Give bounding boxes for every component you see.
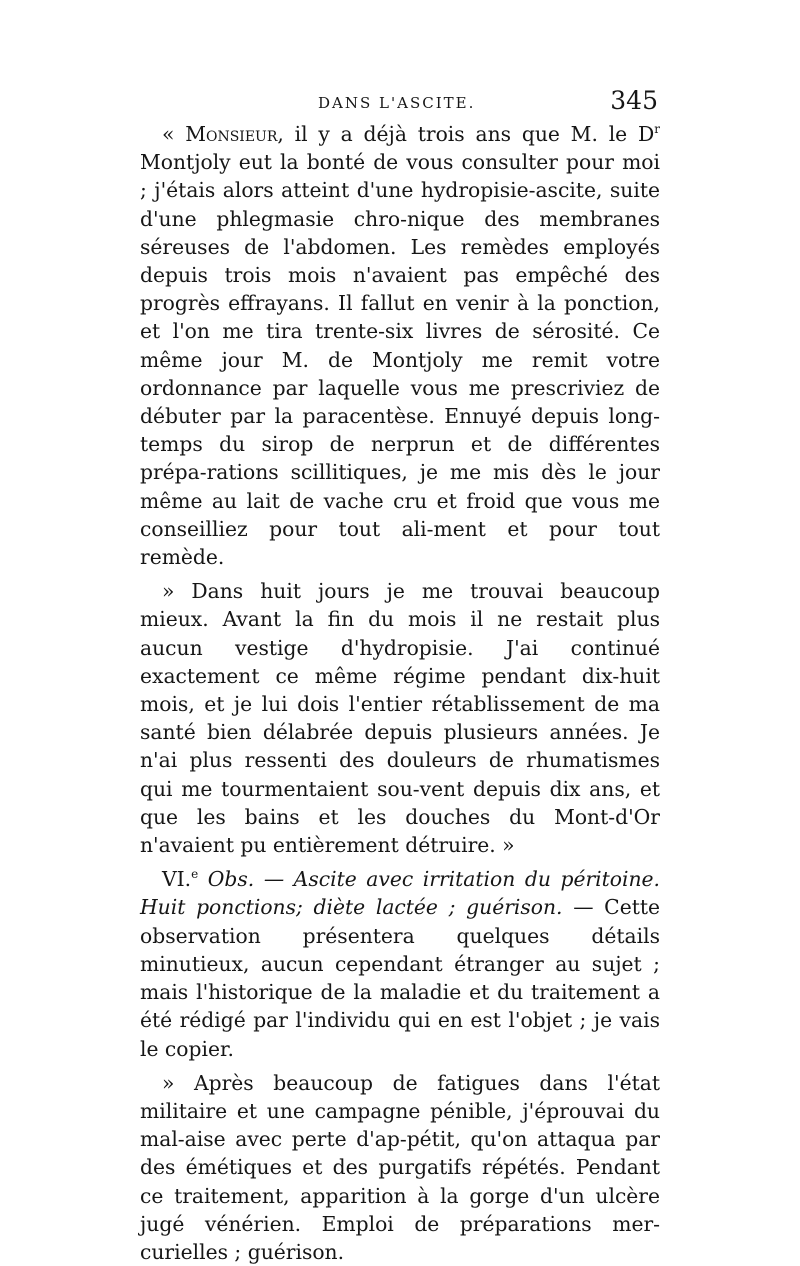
body-text	[140, 120, 660, 1266]
page-number: 345	[610, 86, 658, 115]
salutation: « Monsieur,	[162, 122, 284, 146]
paragraph-text: Montjoly eut la bonté de vous consulter pour moi ; j'étais alors atteint d'une hydropisie-ascite, suite d'une phlegmasie chro-nique des membranes séreuses de l'abdomen. Les remèdes employés depuis trois mois n'avaient pas empêché des progrès effrayans. Il fallut en venir à la ponction, et l'on me tira trente-six livres de sérosité. Ce même jour M. de Montjoly me remit votre ordonnance par laquelle vous me prescriviez de débuter par la paracentèse. Ennuyé depuis long-temps du sirop de nerprun et de différentes prépa-rations scillitiques, je me mis dès le jour même au lait de vache cru et froid que vous me conseilliez pour tout ali-ment et pour tout remède.	[140, 150, 660, 570]
running-head	[140, 86, 660, 120]
paragraph-observation-heading	[140, 865, 660, 1062]
observation-number: VI.	[162, 867, 192, 892]
running-title: DANS L'ASCITE.	[318, 94, 476, 112]
paragraph-text: il y a déjà trois ans que M. le D	[283, 122, 655, 146]
paragraph-patient-history: » Après beaucoup de fatigues dans l'état militaire et une campagne pénible, j'éprouvai du mal-aise avec perte d'ap-pétit, qu'on attaqua par des émétiques et des purgatifs répétés. Pendant ce traitement, apparition à la gorge d'un ulcère jugé vénérien. Emploi de préparations mer-curielles ; guérison.	[140, 1070, 660, 1264]
superscript: r	[654, 122, 660, 137]
superscript: e	[191, 867, 199, 882]
book-page	[140, 86, 660, 1266]
paragraph-letter-continued: » Dans huit jours je me trouvai beaucoup mieux. Avant la fin du mois il ne restait plus aucun vestige d'hydropisie. J'ai continué exactement ce même régime pendant dix-huit mois, et je lui dois l'entier rétablissement de ma santé bien délabrée depuis plusieurs années. Je n'ai plus ressenti des douleurs de rhumatismes qui me tourmentaient sou-vent depuis dix ans, et que les bains et les douches du Mont-d'Or n'avaient pu entièrement détruire. »	[140, 579, 660, 858]
paragraph-letter-opening	[140, 120, 660, 571]
observation-title: Obs. — Ascite avec irritation du péritoine. Huit ponctions; diète lactée ; guérison.	[140, 867, 660, 920]
paragraph-text: — Cette observation présentera quelques détails minutieux, aucun cependant étranger au sujet ; mais l'historique de la maladie et du traitement a été rédigé par l'individu qui en est l'objet ; je vais le copier.	[140, 895, 661, 1061]
